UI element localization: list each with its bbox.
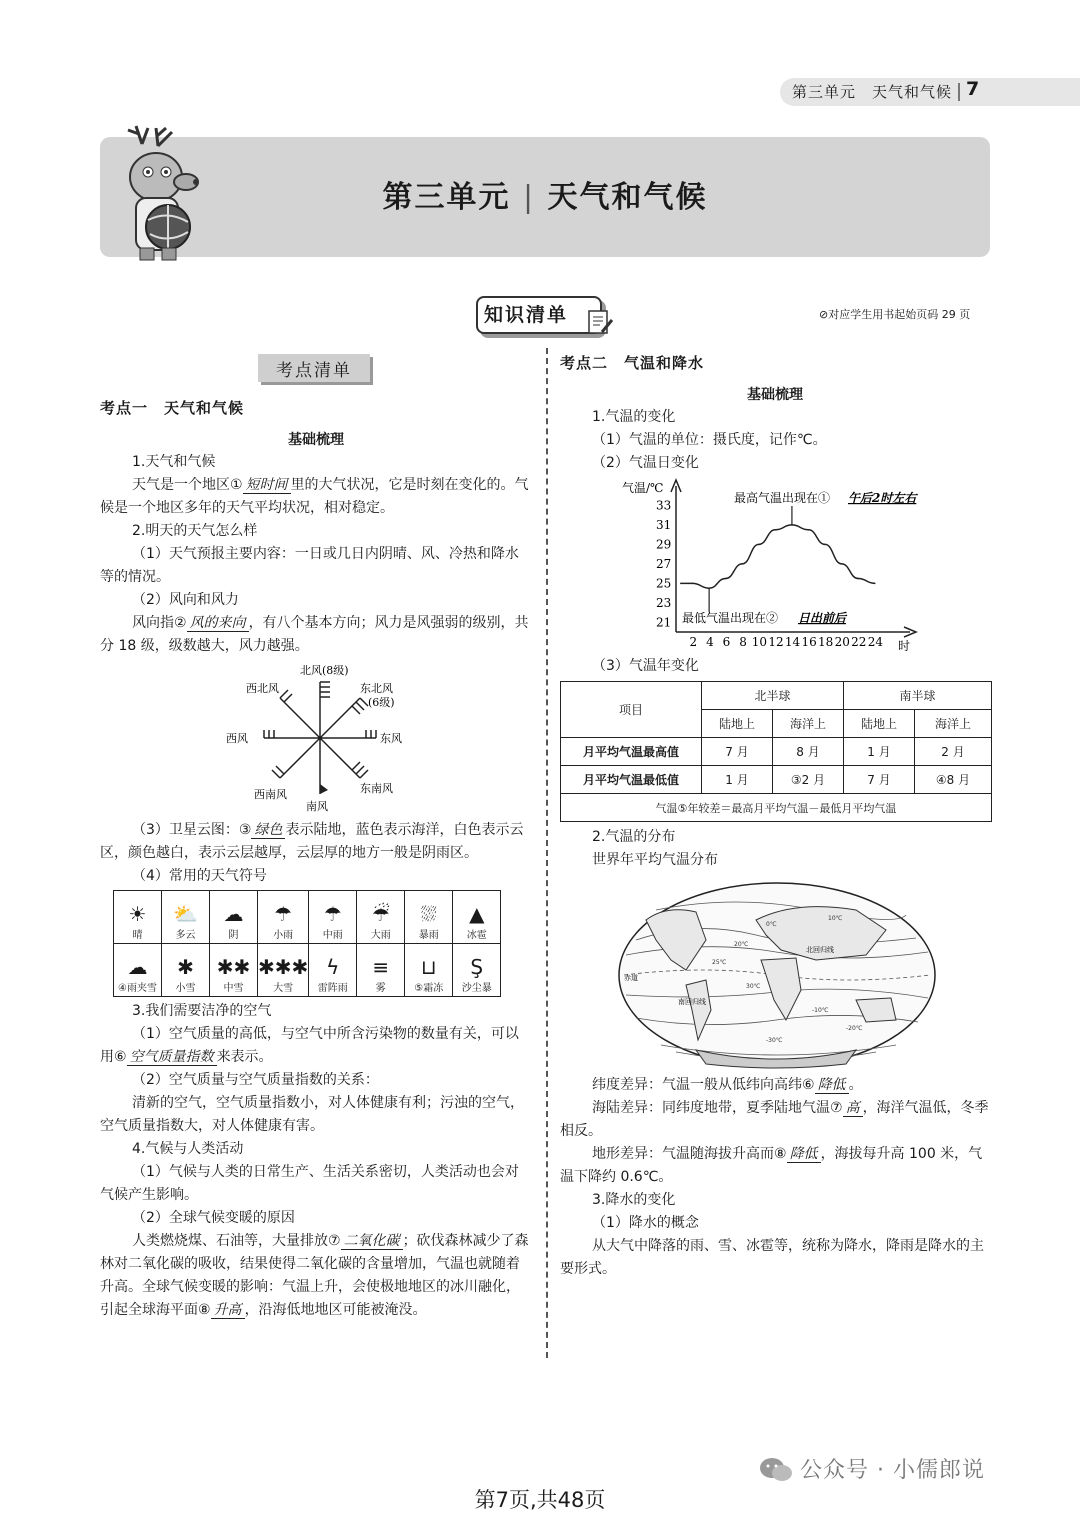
weather-symbol-table [113, 890, 501, 997]
isotherm-label: -30℃ [766, 1037, 783, 1044]
isotherm-label: 30℃ [746, 983, 761, 990]
right-text-block-3: 纬度差异：气温一般从低纬向高纬⑥ 降低 。 海陆差异：同纬度地带，夏季陆地气温⑦ 高 ，海洋气温低，冬季相反。 地形差异：气温随海拔升高而⑧ 降低 ，海拔每升高 100 米，气温下降约 0.6℃。 3.降水的变化 （1）降水的概念 从大气中降落的雨、雪、冰雹等，统称为降水，降雨是降水的主要形式。 [560, 1077, 989, 1277]
unit-title: 第三单元 | 天气和气候 [382, 180, 708, 215]
weather-symbol-label: 小雨 [273, 930, 294, 941]
weather-symbol-cell [258, 891, 309, 944]
answer-8-alt: 降低 [787, 1146, 821, 1163]
weather-symbol-icon: ☔ [371, 902, 390, 926]
exam-points-label: 考点清单 [276, 361, 352, 381]
wind-s: 南风 [306, 800, 328, 813]
temperature-point [692, 583, 694, 585]
weather-symbol-cell [405, 891, 453, 944]
weather-symbol-label: 雾 [375, 983, 386, 994]
page-number: 7 [966, 78, 980, 100]
temperature-point [808, 529, 810, 531]
basic-review-heading-2: 基础梳理 [747, 387, 803, 403]
chart-y-label: 气温/℃ [622, 481, 664, 495]
wind-e: 东风 [380, 732, 402, 745]
weather-symbol-label: 大雪 [273, 983, 294, 994]
x-tick-label: 4 [706, 635, 714, 649]
x-tick-label: 2 [689, 635, 698, 649]
running-header-text: 第三单元 天气和气候 [792, 83, 953, 101]
chart-x-label: 时 [898, 639, 911, 653]
weather-symbol-label: 中雪 [223, 983, 244, 994]
weather-symbol-label: 晴 [132, 930, 143, 941]
weather-symbol-cell [114, 891, 162, 944]
answer-7-co2: 二氧化碳 [341, 1233, 403, 1250]
weather-symbol-icon: ☁ [223, 902, 244, 926]
temperature-point [874, 583, 876, 585]
table-item-header: 项目 [561, 682, 702, 738]
knowledge-list-title: 知识清单 [484, 304, 569, 326]
answer-2: 风的来向 [187, 615, 249, 632]
weather-symbol-icon: ⊔ [420, 955, 437, 979]
left-text-block-3: 3.我们需要洁净的空气 （1）空气质量的高低，与空气中所含污染物的数量有关，可以用⑥ 空气质量指数 来表示。 （2）空气质量与空气质量指数的关系： 清新的空气，空气质量指数小，对人体健康有利；污浊的空气，空气质量指数大，对人体健康有害。 4.气候与人类活动 （1）气候与人类的日常生产、生活关系密切，人类活动也会对气候产生影响。 （2）全球气候变暖的原因 人类燃烧煤、石油等，大量排放⑦ 二氧化碳 ；砍伐森林减少了森林对二氧化碳的吸收，结果使得二氧化碳的含量增加，气温也就随着升高。全球气候变暖的影响：气温上升，会使极地地区的冰川融化，引起全球海平面⑧ 升高 ，沿海低地地区可能被淹没。 [100, 1003, 529, 1318]
weather-symbol-label: ⑤霜冻 [414, 983, 444, 994]
answer-8-sea: 升高 [211, 1302, 245, 1319]
answer-3: 绿色 [251, 822, 285, 839]
weather-symbol-cell [357, 891, 405, 944]
answer-6-lat: 降低 [815, 1077, 849, 1094]
wind-ne-level: (6级) [368, 696, 395, 709]
wind-nw: 西北风 [246, 682, 279, 695]
isotherm-label: 20℃ [734, 941, 749, 948]
weather-symbol-cell [162, 944, 210, 997]
page-footer: 第7页,共48页 [474, 1488, 606, 1512]
x-tick-label: 10 [751, 635, 768, 649]
weather-symbol-cell [357, 944, 405, 997]
temperature-point [758, 544, 760, 546]
left-text-block-2: （3）卫星云图：③ 绿色 表示陆地，蓝色表示海洋，白色表示云区，颜色越白，表示云层越厚，云层厚的地方一般是阴雨区。 （4）常用的天气符号 [100, 822, 524, 884]
x-tick-label: 22 [851, 635, 867, 649]
x-tick-label: 8 [739, 635, 747, 649]
temperature-point [824, 544, 826, 546]
max-temp-answer: 午后2时左右 [848, 491, 917, 505]
weather-symbol-icon: ⛅ [173, 902, 198, 926]
wind-ne: 东北风 [360, 682, 393, 695]
weather-symbol-cell [258, 944, 309, 997]
x-tick-label: 24 [867, 635, 884, 649]
weather-symbol-label: ④雨夹雪 [118, 983, 157, 994]
kp1-title: 考点一 天气和气候 [100, 399, 245, 417]
weather-symbol-cell [453, 944, 501, 997]
weather-symbol-label: 阴 [228, 930, 239, 941]
weather-symbol-icon: Ş [470, 955, 484, 979]
wind-w: 西风 [226, 732, 248, 745]
kp2-title: 考点二 气温和降水 [560, 354, 705, 372]
x-tick-label: 16 [801, 635, 817, 649]
column-divider [546, 348, 548, 1358]
weather-symbol-icon: ✱ [177, 955, 194, 979]
weather-symbol-cell [309, 891, 357, 944]
weather-symbol-label: 多云 [175, 930, 196, 941]
world-temperature-map [616, 880, 938, 1070]
wind-sw: 西南风 [254, 788, 287, 801]
isotherm-label: 10℃ [828, 915, 843, 922]
isotherm-label: -20℃ [846, 1025, 863, 1032]
weather-symbol-label: 暴雨 [418, 930, 439, 941]
weather-symbol-label: 小雪 [175, 983, 196, 994]
isotherm-label: -10℃ [812, 1007, 829, 1014]
table-south-header: 南半球 [844, 682, 992, 710]
y-tick-label: 23 [656, 595, 672, 610]
weather-symbol-label: 雷阵雨 [317, 983, 348, 994]
temperature-point [857, 578, 859, 580]
table-north-header: 北半球 [702, 682, 844, 710]
answer-1: 短时间 [243, 477, 291, 494]
deer-mascot-icon [108, 122, 208, 267]
weather-symbol-icon: ≡ [372, 955, 390, 979]
annual-temperature-table: 项目 北半球 南半球 陆地上 海洋上 陆地上 海洋上 月平均气温最高值 7 月 8 月 1 月 2 月 月平均气温最低值 1 月 ③2 月 7 月 ④8 月 气温⑤年较差＝最高月平均气温－最低月平均气温 [560, 681, 992, 822]
x-tick-label: 6 [722, 635, 731, 649]
weather-symbol-icon: ☀ [128, 902, 147, 926]
weather-symbol-label: 冰雹 [466, 930, 487, 941]
weather-symbol-label: 沙尘暴 [461, 983, 492, 994]
weather-symbol-icon: ϟ [326, 955, 340, 979]
right-text-block-2: 2.气温的分布 世界年平均气温分布 [592, 829, 718, 868]
weather-symbol-label: 大雨 [370, 930, 391, 941]
x-tick-label: 18 [818, 635, 834, 649]
notepad-icon [586, 308, 614, 336]
temperature-point [725, 578, 727, 580]
weather-symbol-cell [162, 891, 210, 944]
wind-se: 东南风 [360, 782, 393, 795]
x-tick-label: 14 [784, 635, 801, 649]
weather-symbol-cell [453, 891, 501, 944]
y-tick-label: 21 [656, 615, 672, 630]
weather-symbol-cell [210, 891, 258, 944]
y-tick-label: 33 [656, 498, 672, 513]
daily-temperature-chart [600, 474, 930, 654]
y-tick-label: 27 [656, 556, 672, 571]
right-annual-heading: （3）气温年变化 [592, 658, 699, 674]
x-tick-label: 12 [768, 635, 784, 649]
map-north-tropic-label: 北回归线 [806, 946, 834, 954]
table-row: 气温⑤年较差＝最高月平均气温－最低月平均气温 [561, 794, 992, 822]
answer-6-air: 空气质量指数 [127, 1049, 217, 1066]
weather-symbol-cell [210, 944, 258, 997]
min-temp-answer: 日出前后 [798, 611, 847, 625]
y-tick-label: 31 [656, 517, 672, 532]
table-row: 月平均气温最低值 1 月 ③2 月 7 月 ④8 月 [561, 766, 992, 794]
weather-symbol-label: 中雨 [322, 930, 343, 941]
isotherm-label: 0℃ [766, 921, 777, 928]
reference-note: ⊘对应学生用书起始页码 29 页 [819, 308, 971, 321]
weather-symbol-icon: ☁ [127, 955, 148, 979]
weather-symbol-cell [114, 944, 162, 997]
min-temp-label: 最低气温出现在② [682, 611, 779, 625]
wind-n: 北风(8级) [300, 664, 349, 677]
y-tick-label: 29 [656, 537, 672, 552]
x-tick-label: 20 [834, 635, 850, 649]
weather-symbol-cell [405, 944, 453, 997]
temperature-point [775, 529, 777, 531]
temperature-point [741, 563, 743, 565]
table-row: 月平均气温最高值 7 月 8 月 1 月 2 月 [561, 738, 992, 766]
temperature-series-line [680, 525, 875, 588]
weather-symbol-icon: ▲ [469, 902, 485, 926]
isotherm-label: 25℃ [712, 959, 727, 966]
weather-symbol-icon: ☂ [274, 902, 293, 926]
y-tick-label: 25 [656, 576, 672, 591]
temperature-point [841, 563, 843, 565]
header-separator [958, 83, 960, 101]
max-temp-label: 最高气温出现在① [734, 491, 831, 505]
weather-symbol-icon: ✱✱ [216, 955, 251, 979]
watermark: 公众号 · 小儒郎说 [800, 1458, 985, 1483]
weather-symbol-icon: ✱✱✱ [258, 955, 309, 979]
wind-direction-diagram [220, 660, 420, 815]
map-south-tropic-label: 南回归线 [678, 998, 706, 1006]
basic-review-heading: 基础梳理 [288, 432, 344, 448]
right-text-block-1: 1.气温的变化 （1）气温的单位：摄氏度，记作℃。 （2）气温日变化 [592, 409, 827, 471]
weather-symbol-icon: ☂ [323, 902, 342, 926]
left-text-block-1: 1.天气和气候 天气是一个地区① 短时间 里的大气状况，它是时刻在变化的。气候是一个地区多年的天气平均状况，相对稳定。 2.明天的天气怎么样 （1）天气预报主要内容：一日或几日内阴晴、风、冷热和降水等的情况。 （2）风向和风力 风向指② 风的来向 ，有八个基本方向；风力是风强弱的级别，共分 18 级，级数越大，风力越强。 [100, 454, 529, 654]
weather-symbol-icon: ⛆ [420, 902, 437, 926]
wechat-icon [758, 1455, 794, 1485]
map-equator-label: 赤道 [624, 974, 638, 982]
answer-7-sea-land: 高 [843, 1100, 863, 1117]
weather-symbol-cell [309, 944, 357, 997]
